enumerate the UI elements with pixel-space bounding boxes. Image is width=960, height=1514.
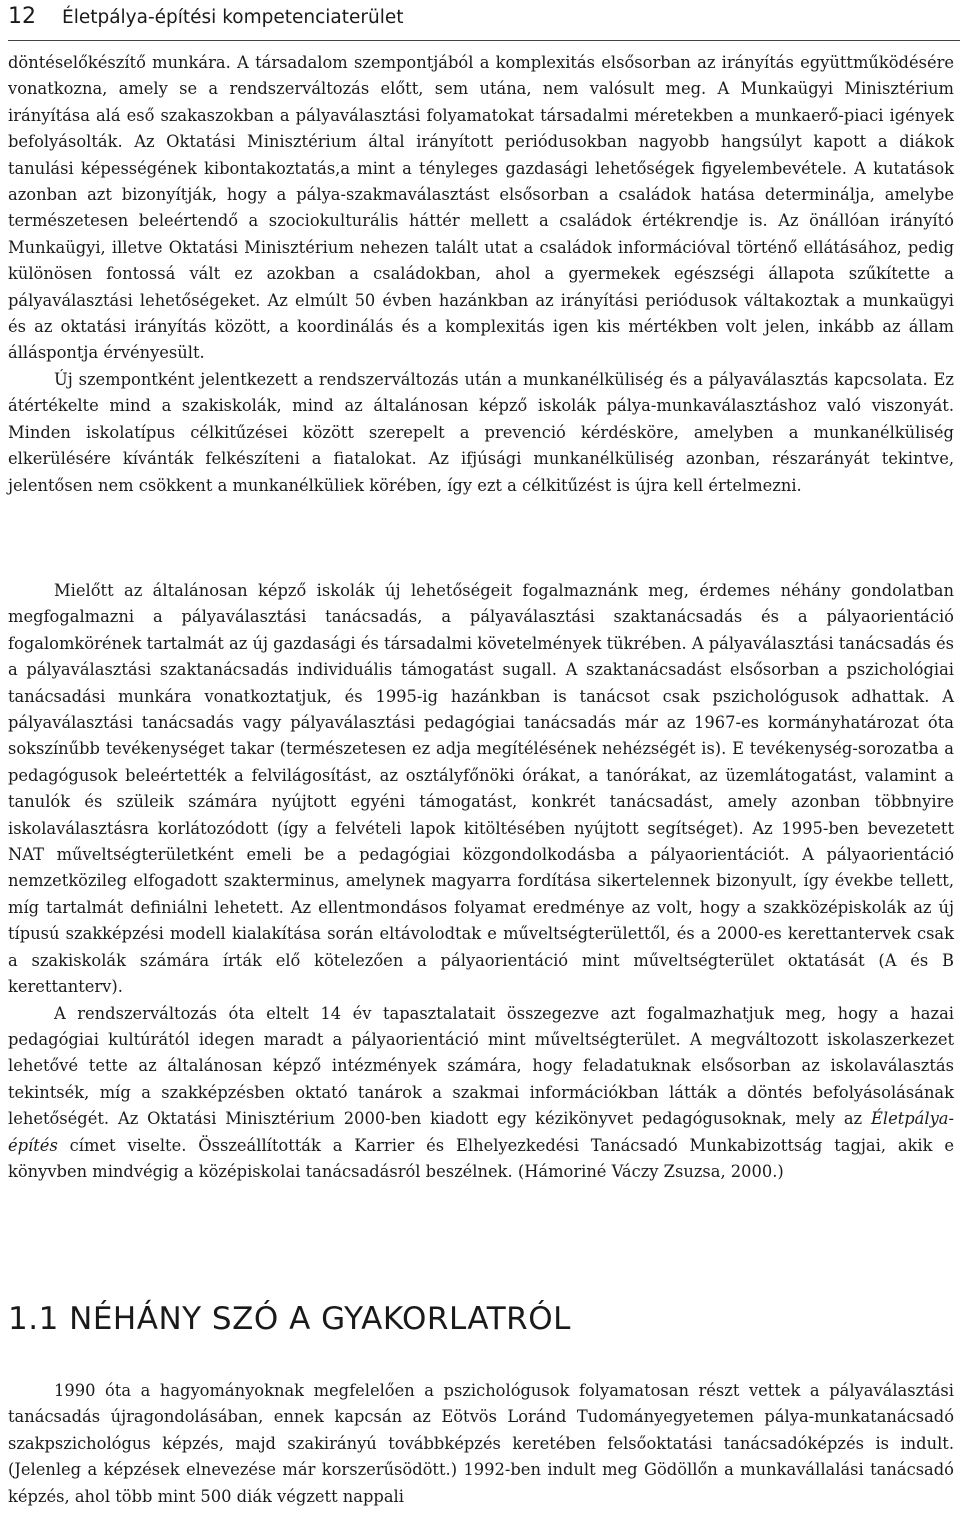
text-block-2: [8, 578, 954, 1185]
paragraph-2: Új szempontként jelentkezett a rendszerváltozás után a munkanélküliség és a pályaválasztás kapcsolata. Ez átértékelte mind a szakiskolák, mind az általánosan képző iskolák pálya-munkaválasztáshoz való viszonyát. Minden iskolatípus célkitűzései között szerepelt a prevenció kérdésköre, amelyben a munkanélküliség elkerülésére kívánták felkészíteni a fiatalokat. Az ifjúsági munkanélküliség azonban, részarányát tekintve, jelentősen nem csökkent a munkanélküliek körében, így ezt a célkitűzést is újra kell értelmezni.: [8, 369, 954, 495]
paragraph-4-text-b: címet viselte. Összeállították a Karrier és Elhelyezkedési Tanácsadó Munkabizottság tagjai, akik e könyvben mindvégig a középiskolai tanácsadásról beszélnek. (Hámoriné Váczy Zsuzsa, 2000.): [8, 1135, 954, 1181]
text-block-3: [8, 1378, 954, 1510]
book-title: Életpálya-építés: [8, 1109, 954, 1155]
page-header: [8, 4, 403, 29]
paragraph-4: [8, 1001, 954, 1186]
header-divider: [8, 40, 960, 41]
page-number: 12: [8, 4, 36, 29]
section-heading: 1.1 NÉHÁNY SZÓ A GYAKORLATRÓL: [8, 1301, 571, 1337]
paragraph-4-text-a: A rendszerváltozás óta eltelt 14 év tapasztalatait összegezve azt fogalmazhatjuk meg, hogy a hazai pedagógiai kultúrától idegen maradt a pályaorientáció mint műveltségterület. A megváltozott iskolaszerkezet lehetővé tette az általánosan képző intézmények számára, hogy feladatuknak elsősorban az iskolaválasztás tekintsék, míg a szakképzésben oktató tanárok a szakmai információkban látták a döntés befolyásolásának lehetőségét. Az Oktatási Minisztérium 2000-ben kiadott egy kézikönyvet pedagógusoknak, mely az: [8, 1003, 954, 1129]
paragraph-3: Mielőtt az általánosan képző iskolák új lehetőségeit fogalmaznánk meg, érdemes néhány gondolatban megfogalmazni a pályaválasztási tanácsadás, a pályaválasztási szaktanácsadás és a pályaorientáció fogalomkörének tartalmát az új gazdasági és társadalmi követelmények tükrében. A pályaválasztási tanácsadás és a pályaválasztási szaktanácsadás individuális támogatást sugall. A szaktanácsadást elsősorban a pszichológiai tanácsadási munkára vonatkoztatjuk, és 1995-ig hazánkban is tanácsot csak pszichológusok adhattak. A pályaválasztási tanácsadás vagy pályaválasztási pedagógiai tanácsadás már az 1967-es kormányhatározat óta sokszínűbb tevékenységet takar (természetesen ez adja megítélésének nehézségét is). E tevékenység-sorozatba a pedagógusok beleértették a felvilágosítást, az osztályfőnöki órákat, a tanórákat, az üzemlátogatást, valamint a tanulók és szüleik számára nyújtott egyéni támogatást, konkrét tanácsadást, amely azonban többnyire iskolaválasztásra korlátozódott (így a felvételi lapok kitöltésében nyújtott segítséget). Az 1995-ben bevezetett NAT műveltségterületként emeli be a pedagógiai közgondolkodásba a pályaorientációt. A pályaorientáció nemzetközileg elfogadott szakterminus, amelynek magyarra fordítása sikertelennek bizonyult, így évekbe tellett, míg tartalmát definiálni lehetett. Az ellentmondásos folyamat eredménye az volt, hogy a szakközépiskolák az új típusú szakképzési modell kialakítása során eltávolodtak e műveltségterülettől, és a 2000-es kerettantervek csak a szakiskolák számára írták elő kötelezően a pályaorientáció mint műveltségterület oktatását (A és B kerettanterv).: [8, 581, 955, 997]
paragraph-5: 1990 óta a hagyományoknak megfelelően a pszichológusok folyamatosan részt vettek a pályaválasztási tanácsadás újragondolásában, ennek kapcsán az Eötvös Loránd Tudományegyetemen pálya-munkatanácsadó szakpszichológus képzés, majd szakirányú továbbképzés keretében felsőoktatási tanácsadóképzés is indult. (Jelenleg a képzések elnevezése már korszerűsödött.) 1992-ben indult meg Gödöllőn a munkavállalási tanácsadó képzés, ahol több mint 500 diák végzett nappali: [8, 1381, 954, 1506]
text-block-1: [8, 50, 954, 499]
paragraph-1: döntéselőkészítő munkára. A társadalom szempontjából a komplexitás elsősorban az irányítás együttműködésére vonatkozna, amely se a rendszerváltozás előtt, sem utána, nem valósult meg. A Munkaügyi Minisztérium irányítása alá eső szakaszokban a pályaválasztási folyamatokat társadalmi méretekben a munkaerő-piaci igények befolyásolták. Az Oktatási Minisztérium által irányított periódusokban nagyobb hangsúlyt kapott a diákok tanulási képességének kibontakoztatás,a mint a tényleges gazdasági lehetőségek figyelembevétele. A kutatások azonban azt bizonyítják, hogy a pálya-szakmaválasztást elsősorban a családok hatása determinálja, amelybe természetesen beleértendő a szociokulturális háttér mellett a családok értékrendje is. Az önállóan irányító Munkaügyi, illetve Oktatási Minisztérium nehezen talált utat a családok információval történő ellátásához, pedig különösen fontossá vált ez azokban a családokban, ahol a gyermekek egészségi állapota szűkítette a pályaválasztási lehetőségeket. Az elmúlt 50 évben hazánkban az irányítási periódusok váltakoztak a munkaügyi és az oktatási irányítás között, a koordinálás és a komplexitás igen kis mértékben volt jelen, inkább az állam álláspontja érvényesült.: [8, 53, 954, 363]
running-title: Életpálya-építési kompetenciaterület: [62, 7, 404, 28]
